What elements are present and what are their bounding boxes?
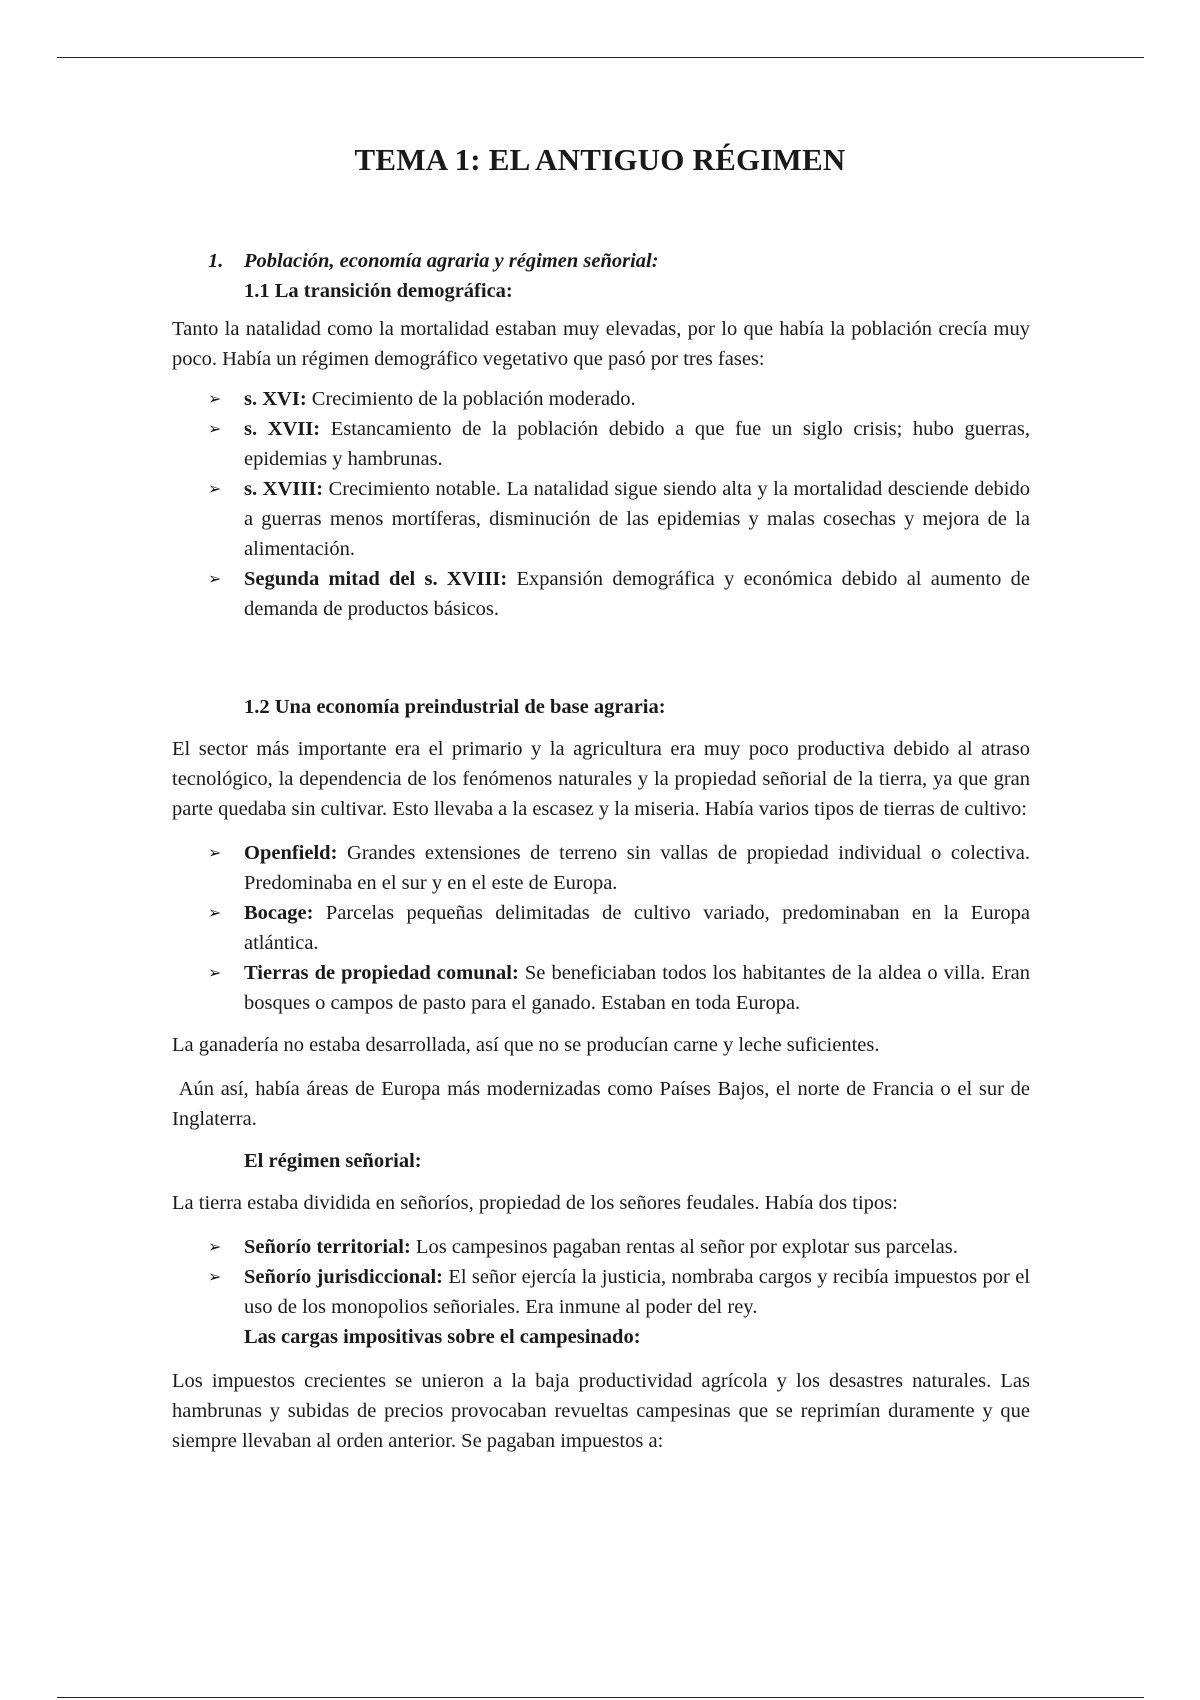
demographic-phases-list — [172, 384, 1030, 624]
list-item: ➢ Segunda mitad del s. XVIII: Expansión demográfica y económica debido al aumento de demanda de productos básicos. — [172, 564, 1030, 624]
arrowhead-icon: ➢ — [208, 903, 222, 922]
arrowhead-icon: ➢ — [208, 479, 222, 498]
land-types-list — [172, 838, 1030, 1018]
top-rule — [57, 57, 1144, 58]
arrowhead-icon: ➢ — [208, 1267, 222, 1286]
arrowhead-icon: ➢ — [208, 1237, 222, 1256]
list-item: ➢ Señorío jurisdiccional: El señor ejercía la justicia, nombraba cargos y recibía impuestos por el uso de los monopolios señoriales. Era inmune al poder del rey. — [172, 1262, 1030, 1322]
section-1-heading — [172, 246, 1030, 276]
tax-burdens-heading: Las cargas impositivas sobre el campesinado: — [244, 1326, 641, 1348]
list-item: ➢ Bocage: Parcelas pequeñas delimitadas de cultivo variado, predominaban en la Europa atlántica. — [172, 898, 1030, 958]
arrowhead-icon: ➢ — [208, 389, 222, 408]
arrowhead-icon: ➢ — [208, 963, 222, 982]
arrowhead-icon: ➢ — [208, 419, 222, 438]
list-item: ➢ s. XVI: Crecimiento de la población moderado. — [172, 384, 1030, 414]
page-title: TEMA 1: EL ANTIGUO RÉGIMEN — [354, 142, 846, 177]
tax-burdens-intro: Los impuestos crecientes se unieron a la baja productividad agrícola y los desastres naturales. Las hambrunas y subidas de precios provocaban revueltas campesinas que se reprimían duramente y que siempre llevaban al orden anterior. Se pagaban impuestos a: — [172, 1370, 1030, 1452]
document-body — [172, 246, 1036, 1456]
subsection-1-2-intro: El sector más importante era el primario y la agricultura era muy poco productiva debido al atraso tecnológico, la dependencia de los fenómenos naturales y la propiedad señorial de la tierra, ya que gran parte quedaba sin cultivar. Esto llevaba a la escasez y la miseria. Había varios tipos de tierras de cultivo: — [172, 738, 1030, 820]
section-1-heading-text: Población, economía agraria y régimen señorial: — [244, 250, 659, 272]
subsection-1-2-heading: 1.2 Una economía preindustrial de base agraria: — [244, 696, 666, 718]
list-item: ➢ Señorío territorial: Los campesinos pagaban rentas al señor por explotar sus parcelas. — [172, 1232, 1030, 1262]
arrowhead-icon: ➢ — [208, 569, 222, 588]
arrowhead-icon: ➢ — [208, 843, 222, 862]
modernized-areas-paragraph: Aún así, había áreas de Europa más modernizadas como Países Bajos, el norte de Francia o el sur de Inglaterra. — [172, 1078, 1036, 1130]
list-item: ➢ s. XVIII: Crecimiento notable. La natalidad sigue siendo alta y la mortalidad desciende debido a guerras menos mortíferas, disminución de las epidemias y malas cosechas y mejora de la alimentación. — [172, 474, 1030, 564]
bottom-rule — [57, 1697, 1144, 1698]
seigneurial-regime-intro: La tierra estaba dividida en señoríos, propiedad de los señores feudales. Había dos tipos: — [172, 1192, 898, 1214]
list-item: ➢ Openfield: Grandes extensiones de terreno sin vallas de propiedad individual o colectiva. Predominaba en el sur y en el este de Europa. — [172, 838, 1030, 898]
section-1-number: 1. — [208, 250, 224, 272]
list-item: ➢ s. XVII: Estancamiento de la población debido a que fue un siglo crisis; hubo guerras, epidemias y hambrunas. — [172, 414, 1030, 474]
subsection-1-1-heading: 1.1 La transición demográfica: — [244, 280, 513, 302]
livestock-paragraph: La ganadería no estaba desarrollada, así que no se producían carne y leche suficientes. — [172, 1034, 880, 1056]
lordship-types-list — [172, 1232, 1030, 1322]
seigneurial-regime-heading: El régimen señorial: — [244, 1150, 422, 1172]
subsection-1-1-intro: Tanto la natalidad como la mortalidad estaban muy elevadas, por lo que había la población crecía muy poco. Había un régimen demográfico vegetativo que pasó por tres fases: — [172, 318, 1030, 370]
list-item: ➢ Tierras de propiedad comunal: Se beneficiaban todos los habitantes de la aldea o villa. Eran bosques o campos de pasto para el ganado. Estaban en toda Europa. — [172, 958, 1030, 1018]
